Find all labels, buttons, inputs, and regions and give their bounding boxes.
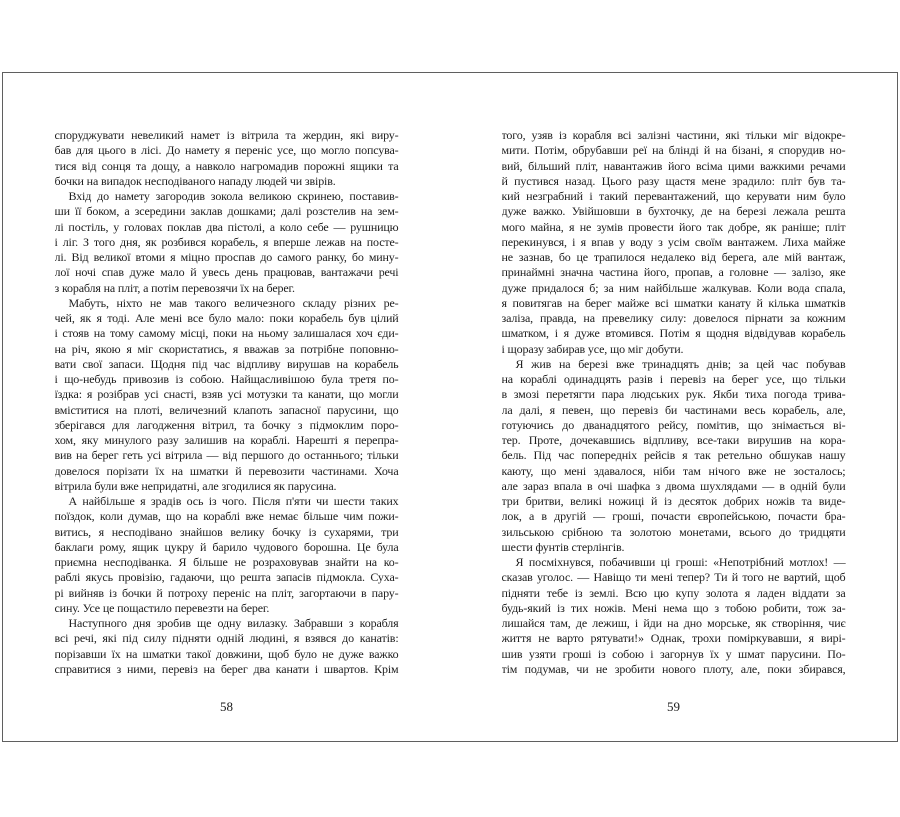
text-line: всі речі, які під силу підняти одній людині, я взявся до канатів: — [54, 631, 399, 646]
text-line: життя не варто рятувати!» Однак, трохи поміркувавши, я вирі- — [501, 631, 846, 646]
text-line: і ліг. З того дня, як розбився корабель, я вперше лежав на посте- — [54, 234, 399, 249]
text-line: вий, більший пліт, навантажив його всіма цими важкими речами — [501, 158, 846, 173]
text-line: з корабля на пліт, а потім перевозячи їх на берег. — [54, 280, 295, 295]
text-line: лі. Від великої втоми я міцно проспав до самого ранку, бо мину- — [54, 250, 399, 264]
text-line: кий незграбний і такий перевантажений, що керувати ним було — [501, 189, 846, 203]
text-line: зильською срібною та золотою монетами, всього до тридцяти — [501, 524, 846, 539]
text-block — [55, 128, 399, 677]
text-line: на кораблі одинадцять разів і перевіз на берег усе, що тільки — [501, 372, 846, 386]
paragraph — [502, 357, 846, 555]
text-line: того, узяв із корабля всі залізні частини, які тільки міг відокре- — [501, 128, 846, 142]
text-line: А найбільше я зрадів ось із чого. Після п'яти чи шести таких — [68, 494, 399, 508]
text-line: дуже важко. Увійшовши в бухточку, де на березі лежала решта — [501, 204, 846, 219]
text-line: вати свої запаси. Щодня під час відпливу вирушав на корабель — [54, 356, 399, 371]
text-line: бав для цього в лісі. До намету я переніс усе, що могло попсува- — [54, 143, 399, 158]
text-line: поїздок, коли думав, що на кораблі вже немає більше чим пожи- — [54, 509, 399, 524]
paragraph — [55, 616, 399, 677]
text-line: лишайся там, де лежиш, і йди на дно морське, як створіння, чиє — [501, 616, 846, 630]
text-line: лі постіль, у головах поклав два пістолі, а коло себе — рушницю — [54, 219, 399, 234]
text-line: Наступного дня зробив ще одну вилазку. Забравши з корабля — [68, 616, 399, 630]
text-line: вив на берег геть усі вітрила — від першого до останнього; тільки — [54, 448, 399, 463]
text-line: і щоразу забирав усе, що міг добути. — [501, 341, 684, 356]
text-line: раблі якусь провізію, гадаючи, що решта запасів підмокла. Суха- — [54, 570, 399, 585]
text-line: на річ, якою я міг скористатись, я вважав за потрібне поповню- — [54, 341, 399, 356]
text-line: баклаги рому, ящик цукру й барило чудового борошна. Це була — [54, 539, 399, 554]
text-line: шматком, і я дуже втомився. Потім я щодня відвідував корабель — [501, 326, 846, 341]
text-line: готуючись до дванадцятого рейсу, помітив, що знімається ві- — [501, 417, 846, 432]
text-line: Мабуть, ніхто не мав такого величезного складу різних ре- — [68, 295, 399, 310]
text-line: Я жив на березі вже тринадцять днів; за цей час побував — [515, 356, 846, 371]
text-line: перекинувся, і я впав у воду з усім своїм вантажем. Лиха майже — [501, 234, 846, 249]
text-line: принаймні значна частина його, пропав, а головне — залізо, яке — [501, 265, 846, 280]
text-line: хом, яку минулого разу залишив на кораблі. Нарешті я перепра- — [54, 433, 399, 447]
text-line: споруджувати невеликий намет із вітрила та жердин, які виру- — [54, 128, 399, 142]
text-block — [502, 128, 846, 677]
text-line: шив узяти гроші із собою і загорнув їх у шмат парусини. По- — [501, 646, 846, 661]
text-line: сказав уголос. — Навіщо ти мені тепер? Ти й того не вартий, щоб — [501, 570, 846, 585]
text-line: вміститися на плоті, величезний клапоть запасної парусини, що — [54, 402, 399, 417]
book-page-right — [450, 73, 897, 741]
text-line: мого майна, я не зумів провести його так добре, як раніше; пліт — [501, 219, 846, 234]
text-line: Я посміхнувся, побачивши ці гроші: «Непотрібний мотлох! — — [515, 555, 846, 569]
text-line: й пустився назад. Цього разу щастя мене зрадило: пліт був та- — [501, 173, 846, 188]
text-line: лої ночі спав дуже мало й увесь день працював, вантажачи речі — [54, 265, 399, 280]
text-line: три бритви, великі ножиці й із десяток добрих ножів та виде- — [501, 494, 846, 508]
text-line: мити. Потім, обрубавши реї на блінді й на бізані, я спорудив но- — [501, 143, 846, 158]
text-line: вітрила були вже непридатні, але згодилися як парусина. — [54, 478, 337, 493]
book-spread — [2, 72, 898, 742]
paragraph — [502, 555, 846, 677]
text-line: їздка: я розібрав усі снасті, взяв усі мотузки та канати, що могли — [54, 387, 399, 402]
text-line: Вхід до намету загородив зокола великою скринею, поставив- — [68, 189, 399, 203]
text-line: порізавши їх на шматки такої довжини, щоб було не дуже важко — [54, 646, 399, 661]
text-line: не зазнав, бо це трапилося недалеко від берега, але мій вантаж, — [501, 250, 846, 264]
paragraph — [502, 128, 846, 357]
text-line: справитися з ними, перевіз на берег два канати і швартов. Крім — [54, 661, 399, 676]
text-line: і стояв на тому самому місці, поки на ньому залишалася хоч єди- — [54, 326, 399, 341]
text-line: зберігався для лагодження вітрил, та бочку з підмоклим поро- — [54, 417, 399, 432]
text-line: в змозі перетягти пара людських рук. Якби тиха погода трива- — [501, 387, 846, 402]
text-line: бель. Під час попередніх рейсів я так ретельно обшукав нашу — [501, 448, 846, 463]
page-number: 59 — [667, 699, 680, 714]
text-line: каюту, що мені здавалося, ніби там нічого вже не зосталось; — [501, 463, 846, 478]
text-line: довелося порізати їх на шматки й перевозити частинами. Хоча — [54, 463, 399, 478]
text-line: приємна несподіванка. Я більше не розраховував знайти на ко- — [54, 555, 399, 569]
text-line: і що-небудь привозив із собою. Найщасливішою була третя по- — [54, 372, 399, 386]
text-line: чей, як я тоді. Але мені все було мало: поки корабель був цілий — [54, 311, 399, 325]
paragraph — [55, 128, 399, 189]
text-line: сину. Усе це пощастило перевезти на берег. — [54, 600, 270, 615]
text-line: ла далі, я певен, що перевіз би частинами весь корабель, але, — [501, 402, 846, 417]
paragraph — [55, 296, 399, 494]
text-line: бочки на випадок несподіваного нападу людей чи звірів. — [54, 173, 336, 188]
text-line: витись, я несподівано знайшов велику бочку із сухарями, три — [54, 524, 399, 539]
text-line: тер. Проте, дочекавшись відпливу, все-таки вирушив на кора- — [501, 433, 846, 447]
text-line: підняти тебе із землі. Всю цю купу золота я ладен віддати за — [501, 585, 846, 600]
text-line: будь-який із тих ножів. Мені нема що з тобою робити, тож за- — [501, 600, 846, 615]
text-line: тім подумав, чи не зробити нового плоту, але, поки збирався, — [501, 661, 846, 676]
text-line: дуже придалося б; за ним найбільше жалкував. Коли вода спала, — [501, 280, 846, 295]
paragraph — [55, 494, 399, 616]
text-line: я повитягав на берег майже всі шматки канату й кілька шматків — [501, 295, 846, 310]
text-line: рі вийняв із бочки й потроху переніс на пліт, загортаючи в пару- — [54, 585, 399, 600]
paragraph — [55, 189, 399, 296]
text-line: шести фунтів стерлінгів. — [501, 539, 625, 554]
text-line: лок, а в другій — гроші, почасти європейською, почасти бра- — [501, 509, 846, 524]
text-line: тися від сонця та дощу, а навколо нагромадив порожні ящики та — [54, 158, 399, 173]
page-number: 58 — [220, 699, 233, 714]
text-line: ши її боком, а зсередини заклав дошками; далі розстелив на зем- — [54, 204, 399, 219]
text-line: заліза, правда, на превелику силу: довелося пірнати за кожним — [501, 311, 846, 325]
book-page-left — [3, 73, 450, 741]
text-line: але зараз впала в очі шафка з двома шухлядами — в одній були — [501, 478, 846, 493]
